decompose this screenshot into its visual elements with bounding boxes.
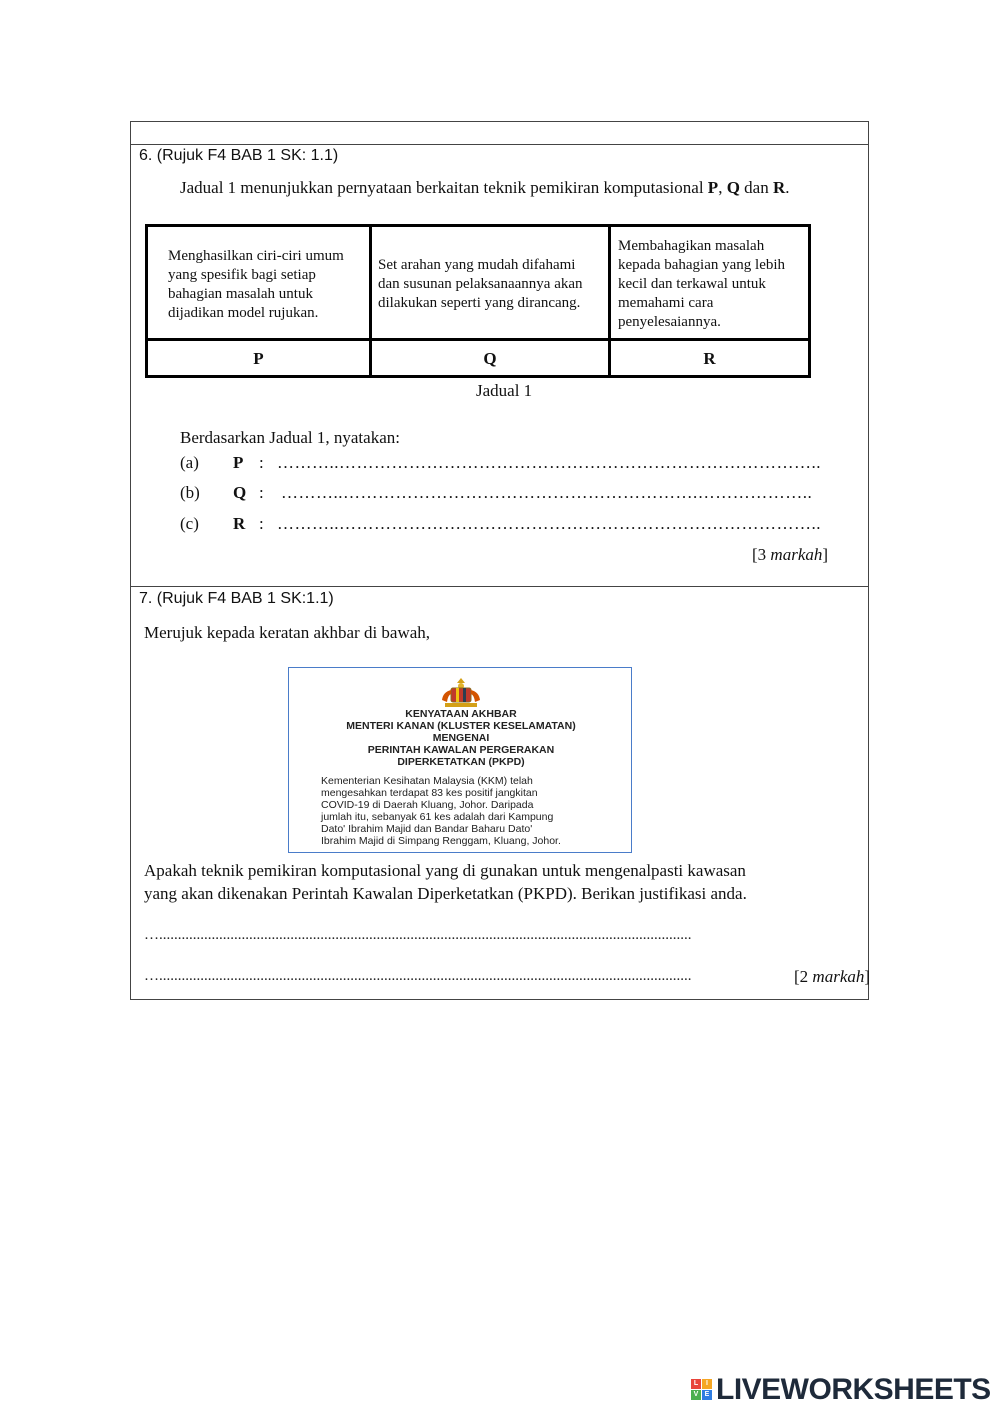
- answer-key: P: [233, 453, 244, 472]
- answer-letter: (a): [180, 453, 199, 472]
- q7-question-line: Apakah teknik pemikiran komputasional yang di gunakan untuk mengenalpasti kawasan: [144, 861, 746, 880]
- press-title-line: MENGENAI: [432, 732, 490, 744]
- answer-letter: (c): [180, 514, 199, 533]
- press-body-line: Dato' Ibrahim Majid dan Bandar Baharu Dato': [321, 823, 533, 835]
- q6-intro-end: .: [785, 178, 790, 197]
- cell-line: Menghasilkan ciri-ciri umum: [168, 248, 344, 264]
- cell-line: dilakukan seperti yang dirancang.: [378, 295, 581, 311]
- marks-close: ]: [864, 967, 871, 986]
- logo-brand-text: LIVEWORKSHEETS: [716, 1373, 991, 1406]
- q7-header: 7. (Rujuk F4 BAB 1 SK:1.1): [139, 590, 334, 607]
- answer-colon: :: [259, 514, 264, 533]
- press-body-line: COVID-19 di Daerah Kluang, Johor. Daripada: [321, 799, 534, 811]
- q6-intro-q: Q: [726, 178, 740, 197]
- q7-question-line: yang akan dikenakan Perintah Kawalan Diperketatkan (PKPD). Berikan justifikasi anda.: [144, 884, 747, 903]
- answer-row-b: [180, 483, 820, 505]
- cell-line: Membahagikan masalah: [618, 238, 765, 254]
- marks-open: [3: [752, 545, 767, 564]
- table-cell-q: [378, 256, 604, 313]
- cell-line: memahami cara: [618, 295, 714, 311]
- answer-letter: (b): [180, 483, 200, 502]
- press-title-line: PERINTAH KAWALAN PERGERAKAN: [367, 744, 555, 756]
- cell-line: yang spesifik bagi setiap: [168, 267, 316, 283]
- q6-header: 6. (Rujuk F4 BAB 1 SK: 1.1): [139, 147, 339, 164]
- cell-line: dan susunan pelaksanaannya akan: [378, 276, 583, 292]
- logo-tile: L: [691, 1379, 701, 1389]
- table-label-q: Q: [483, 349, 497, 368]
- q6-intro-r: R: [772, 178, 786, 197]
- logo-tile: V: [691, 1390, 701, 1400]
- marks-open: [2: [794, 967, 809, 986]
- table-row-divider: [148, 338, 808, 341]
- q7-marks: [794, 967, 871, 987]
- marks-word: markah: [770, 545, 823, 564]
- q7-intro: Merujuk kepada keratan akhbar di bawah,: [144, 623, 431, 642]
- q7-answer-line-2[interactable]: …..............................................................................................................................................: [144, 968, 692, 984]
- cell-line: kepada bahagian yang lebih: [618, 257, 786, 273]
- press-title-line: MENTERI KANAN (KLUSTER KESELAMATAN): [346, 720, 576, 732]
- press-body-line: jumlah itu, sebanyak 61 kes adalah dari Kampung: [321, 811, 554, 823]
- table-label-p: P: [253, 349, 264, 368]
- header-divider: [130, 144, 869, 145]
- marks-word: markah: [812, 967, 865, 986]
- logo-tile: E: [702, 1390, 712, 1400]
- coat-of-arms-icon: [436, 676, 486, 708]
- press-title-line: DIPERKETATKAN (PKPD): [397, 756, 525, 768]
- press-body-line: mengesahkan terdapat 83 kes positif jangkitan: [321, 787, 538, 799]
- question-divider: [130, 586, 869, 587]
- table-caption: Jadual 1: [476, 381, 533, 400]
- cell-line: Set arahan yang mudah difahami: [378, 257, 576, 273]
- q7-answer-line-1[interactable]: …..............................................................................................................................................: [144, 927, 692, 943]
- press-title-line: KENYATAAN AKHBAR: [405, 708, 517, 720]
- q6-marks: [752, 545, 828, 565]
- q6-intro-comma: ,: [718, 178, 723, 197]
- logo-grid-icon: [691, 1379, 713, 1401]
- q6-intro-text: Jadual 1 menunjukkan pernyataan berkaitan teknik pemikiran komputasional: [180, 178, 704, 197]
- answer-key: R: [233, 514, 246, 533]
- marks-close: ]: [822, 545, 829, 564]
- answer-field-p[interactable]: ………..………………………………………………………………………..: [277, 453, 821, 472]
- cell-line: dijadikan model rujukan.: [168, 305, 319, 321]
- jadual-1-table: [145, 224, 811, 378]
- answer-colon: :: [259, 453, 264, 472]
- press-body-line: Kementerian Kesihatan Malaysia (KKM) telah: [321, 775, 533, 787]
- answer-field-q[interactable]: ………..…………………………………………………….………………..: [281, 483, 813, 502]
- table-cell-p: [168, 247, 368, 323]
- answer-colon: :: [259, 483, 264, 502]
- table-label-r: R: [703, 349, 716, 368]
- table-cell-r: [618, 237, 808, 332]
- press-body-line: Ibrahim Majid di Simpang Renggam, Kluang, Johor.: [321, 835, 561, 847]
- answer-field-r[interactable]: ………..………………………………………………………………………..: [277, 514, 821, 533]
- cell-line: bahagian masalah untuk: [168, 286, 313, 302]
- q6-prompt: Berdasarkan Jadual 1, nyatakan:: [180, 428, 400, 447]
- q6-intro-and: dan: [744, 178, 769, 197]
- q6-intro: [180, 178, 790, 198]
- cell-line: penyelesaiannya.: [618, 314, 721, 330]
- logo-tile: I: [702, 1379, 712, 1389]
- answer-key: Q: [233, 483, 247, 502]
- q6-intro-p: P: [707, 178, 719, 197]
- press-release-clipping: [288, 667, 632, 853]
- answer-row-c: [180, 514, 820, 536]
- answer-row-a: [180, 453, 820, 475]
- cell-line: kecil dan terkawal untuk: [618, 276, 766, 292]
